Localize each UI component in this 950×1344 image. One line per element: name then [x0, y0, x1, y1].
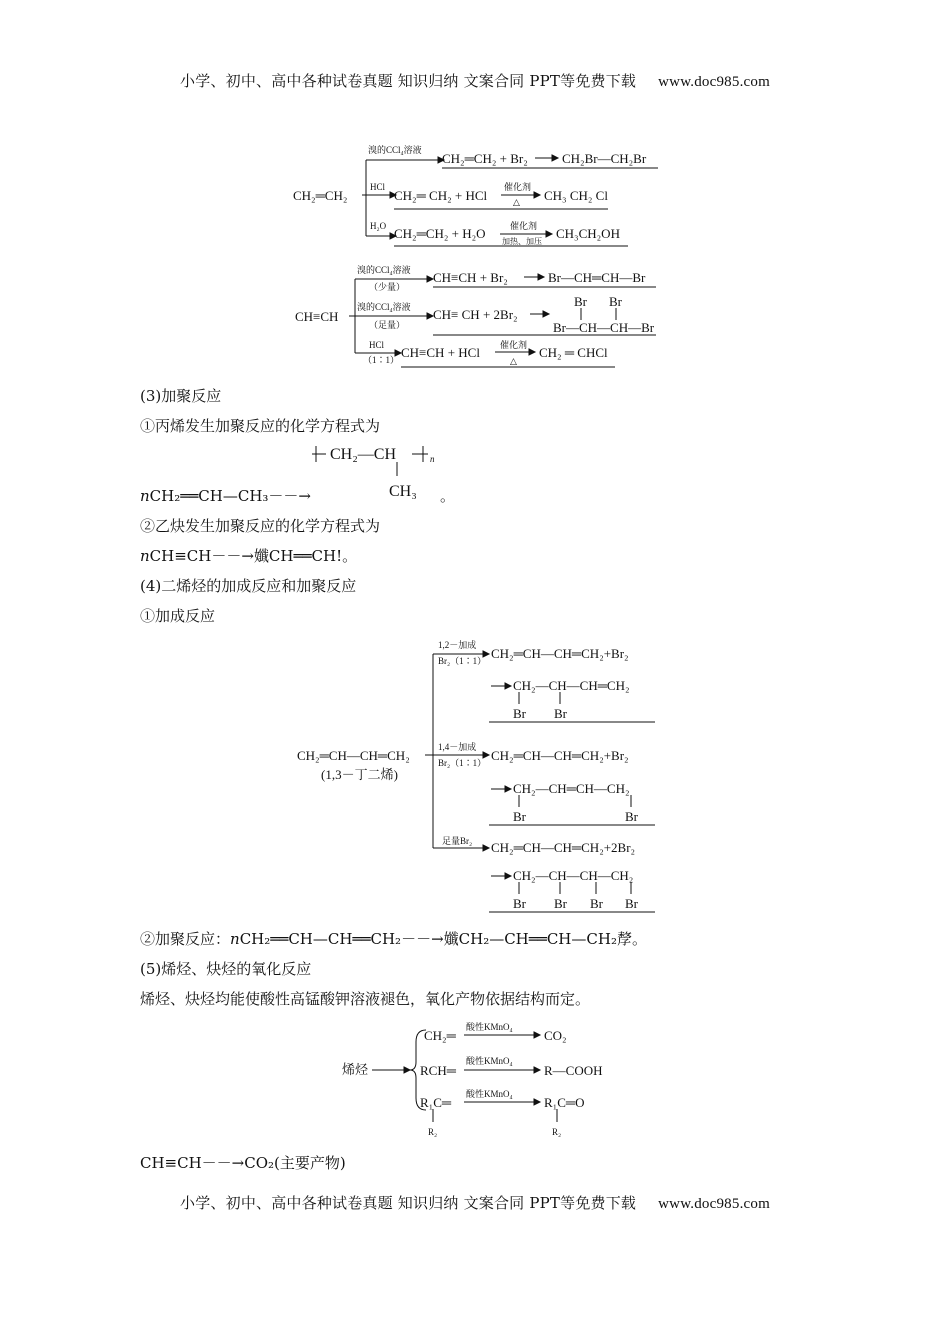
sec4-sub2-n: n	[230, 930, 240, 948]
prod-12: CH₂—CH—CH═CH₂	[513, 678, 630, 693]
oxidation-reagent-3: 酸性KMnO₄	[466, 1089, 513, 1099]
oxidation-r2: RCH═	[420, 1063, 456, 1078]
acetylene-product-3: CH₂ ═ CHCl	[539, 345, 608, 360]
sec4-sub2-label: ②加聚反应：	[140, 930, 231, 948]
acetylene-heat-3: △	[510, 356, 517, 366]
sec3-q2: ②乙炔发生加聚反应的化学方程式为	[140, 517, 381, 535]
oxidation-r3: R₁C═	[420, 1095, 452, 1110]
prod-14: CH₂—CH═CH—CH₂	[513, 781, 630, 796]
prod-excess-br-2: Br	[554, 896, 567, 911]
cond-14-a: 1,4－加成	[438, 742, 477, 752]
eq-excess: CH₂═CH—CH═CH₂+2Br₂	[491, 840, 636, 855]
header-text: 小学、初中、高中各种试卷真题 知识归纳 文案合同 PPT等免费下载	[180, 72, 637, 90]
ethylene-eq-3: CH₂═CH₂ + H₂O	[394, 226, 486, 241]
ethylene-product-2: CH₃ CH₂ Cl	[544, 188, 608, 203]
ethylene-product-3: CH₃CH₂OH	[556, 226, 620, 241]
oxidation-reagent-1: 酸性KMnO₄	[466, 1022, 513, 1032]
cond-14-b: Br₂（1∶1）	[438, 758, 487, 768]
poly-backbone: CH₂—CH	[330, 446, 397, 463]
acetylene-cond-1: 溴的CCl₄溶液	[357, 265, 411, 275]
butadiene-reactant: CH₂═CH—CH═CH₂	[297, 748, 410, 763]
sec3-n: n	[140, 487, 150, 505]
eq-14: CH₂═CH—CH═CH₂+Br₂	[491, 748, 629, 763]
sec3-q1: ①丙烯发生加聚反应的化学方程式为	[140, 417, 381, 435]
acetylene-reactant: CH≡CH	[295, 309, 339, 324]
cond-excess: 足量Br₂	[442, 836, 473, 846]
sec3-eq1: CH₂══CH—CH₃－－→	[149, 487, 312, 505]
prod-excess-br-1: Br	[513, 896, 526, 911]
ethylene-heat-2: △	[513, 197, 520, 207]
oxidation-p3-sub: R₂	[552, 1127, 562, 1137]
ethylene-catalyst-3: 催化剂	[510, 221, 538, 231]
acetylene-product-2: Br—CH—CH—Br	[553, 320, 655, 335]
cond-12-a: 1,2－加成	[438, 640, 477, 650]
ethylene-eq-1: CH₂═CH₂ + Br₂	[442, 151, 528, 166]
acetylene-cond2-1: （少量）	[369, 282, 406, 292]
prod-excess: CH₂—CH—CH—CH₂	[513, 868, 634, 883]
sec4-title: (4)二烯烃的加成反应和加聚反应	[140, 577, 357, 595]
oxidation-alkene: 烯烃	[342, 1062, 369, 1077]
acetylene-eq-2: CH≡ CH + 2Br₂	[433, 307, 518, 322]
sec3-eq1-line	[140, 485, 311, 506]
page-header	[0, 70, 950, 91]
oxidation-p2: R—COOH	[544, 1063, 603, 1078]
butadiene-name: (1,3－丁二烯)	[321, 767, 398, 782]
ethylene-reaction-scheme	[290, 138, 670, 250]
sec4-sub2-eq: CH₂══CH—CH══CH₂－－→孅CH₂—CH══CH—CH₂孷。	[239, 930, 647, 948]
sec3-eq2: CH≡CH－－→孅CH══CH!。	[149, 547, 358, 565]
footer-site[interactable]: www.doc985.com	[658, 1196, 770, 1212]
polypropylene-structure	[308, 438, 443, 504]
ethylene-product-1: CH₂Br—CH₂Br	[562, 151, 647, 166]
sec4-sub1: ①加成反应	[140, 607, 216, 625]
butadiene-addition-scheme	[295, 636, 665, 916]
acetylene-product-1: Br—CH═CH—Br	[548, 270, 646, 285]
acetylene-cond-2: 溴的CCl₄溶液	[357, 302, 411, 312]
sec5-text: 烯烃、炔烃均能使酸性高锰酸钾溶液褪色，氧化产物依据结构而定。	[140, 990, 591, 1008]
acetylene-eq-1: CH≡CH + Br₂	[433, 270, 508, 285]
ethylene-eq-2: CH₂═ CH₂ + HCl	[394, 188, 488, 203]
sec4-sub2	[140, 928, 647, 949]
alkene-oxidation-scheme	[340, 1018, 620, 1143]
oxidation-r1: CH₂═	[424, 1028, 456, 1043]
prod-excess-br-4: Br	[625, 896, 638, 911]
ethylene-reactant: CH₂═CH₂	[293, 188, 348, 203]
ethylene-cond-3: H₂O	[370, 221, 387, 231]
acetylene-eq-3: CH≡CH + HCl	[401, 345, 480, 360]
ethylene-sub-3: 加热、加压	[502, 237, 542, 246]
prod-14-br-2: Br	[625, 809, 638, 824]
oxidation-p3: R₁C═O	[544, 1095, 585, 1110]
acetylene-br-2: Br	[609, 294, 622, 309]
eq-12: CH₂═CH—CH═CH₂+Br₂	[491, 646, 629, 661]
poly-n: n	[430, 454, 435, 464]
sec3-end1: 。	[440, 487, 456, 505]
poly-ch3: CH₃	[389, 483, 417, 500]
acetylene-cond2-2: （足量）	[369, 320, 406, 330]
acetylene-cond-3: HCl	[369, 340, 385, 350]
acetylene-br-1: Br	[574, 294, 587, 309]
acetylene-reaction-scheme	[293, 262, 668, 374]
ethylene-cond-2: HCl	[370, 182, 386, 192]
sec3-title: (3)加聚反应	[140, 387, 222, 405]
prod-12-br-2: Br	[554, 706, 567, 721]
sec3-n2: n	[140, 547, 150, 565]
acetylene-catalyst-3: 催化剂	[500, 340, 528, 350]
prod-14-br-1: Br	[513, 809, 526, 824]
page-footer	[0, 1192, 950, 1213]
acetylene-cond2-3: （1∶1）	[363, 355, 400, 365]
sec3-eq2-line	[140, 545, 357, 566]
oxidation-p1: CO₂	[544, 1028, 567, 1043]
oxidation-r3-sub: R₂	[428, 1127, 438, 1137]
footer-text: 小学、初中、高中各种试卷真题 知识归纳 文案合同 PPT等免费下载	[180, 1194, 637, 1212]
sec5-title: (5)烯烃、炔烃的氧化反应	[140, 960, 312, 978]
prod-12-br-1: Br	[513, 706, 526, 721]
ethylene-cond-1: 溴的CCl₄溶液	[368, 145, 422, 155]
cond-12-b: Br₂（1∶1）	[438, 656, 487, 666]
header-site[interactable]: www.doc985.com	[658, 74, 770, 90]
ethylene-catalyst-2: 催化剂	[504, 182, 532, 192]
oxidation-reagent-2: 酸性KMnO₄	[466, 1056, 513, 1066]
prod-excess-br-3: Br	[590, 896, 603, 911]
sec5-last: CH≡CH－－→CO₂(主要产物)	[140, 1154, 346, 1172]
